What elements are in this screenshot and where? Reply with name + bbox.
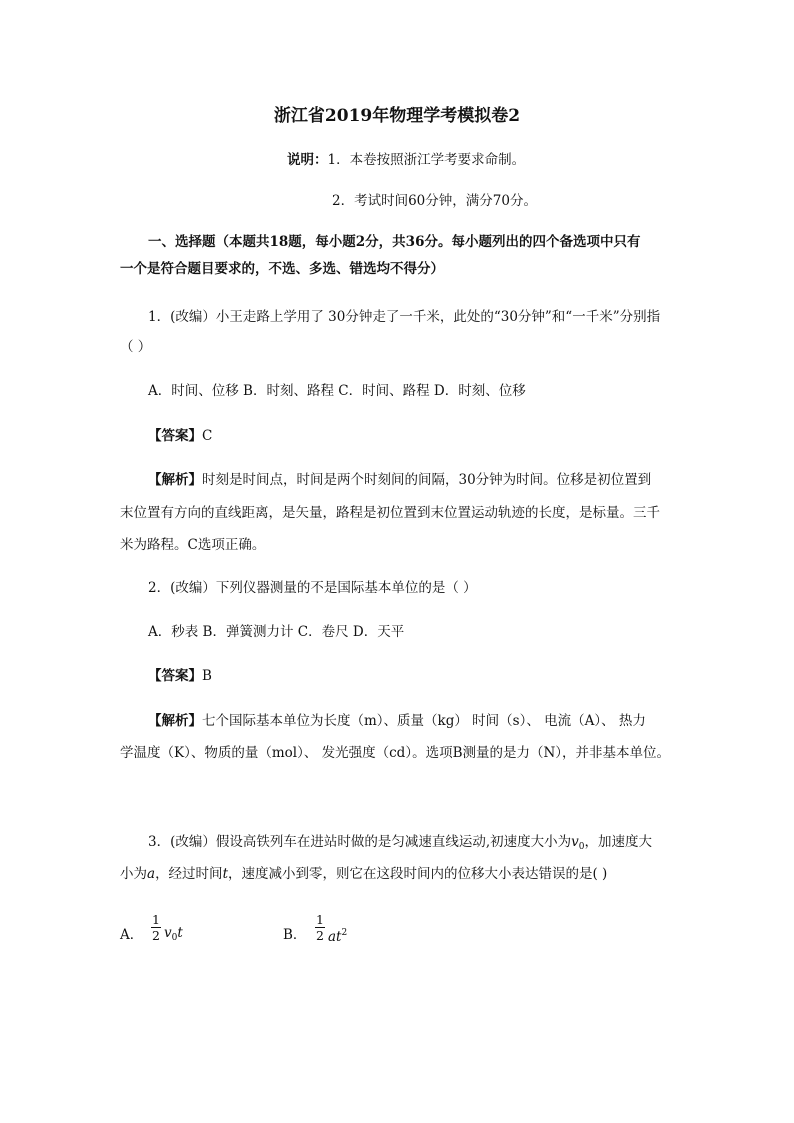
q2-options: A．秒表 B．弹簧测力计 C．卷尺 D．天平 — [148, 624, 405, 640]
notes-item-1: 说明：1．本卷按照浙江学考要求命制。 — [287, 152, 526, 168]
section-heading-line-1: 一、选择题（本题共18题，每小题2分，共36分。每小题列出的四个备选项中只有 — [148, 234, 641, 250]
q3-option-a-fraction: $\frac{1}{2}$ — [152, 912, 160, 943]
notes-item-2: 2．考试时间60分钟，满分70分。 — [332, 193, 537, 209]
q3-stem-line-2: 小为a，经过时间t，速度减小到零，则它在这段时间内的位移大小表达错误的是( ) — [120, 866, 608, 882]
page-title: 浙江省2019年物理学考模拟卷2 — [273, 106, 521, 126]
q3-stem-line-1: 3．(改编）假设高铁列车在进站时做的是匀减速直线运动,初速度大小为$v_0$，加速度大 — [148, 834, 653, 852]
q1-analysis-line-3: 米为路程。C选项正确。 — [120, 537, 266, 553]
q1-stem-line-1: 1．(改编）小王走路上学用了 30分钟走了一千米，此处的“30分钟”和“一千米”分别指 — [148, 309, 661, 325]
q1-answer: 【答案】C — [148, 428, 213, 444]
section-heading-line-2: 一个是符合题目要求的，不选、多选、错选均不得分） — [120, 261, 444, 277]
q3-option-b-expr: $at^2$ — [328, 928, 348, 945]
q3-option-b-label: B． — [283, 927, 307, 943]
q1-analysis-line-2: 末位置有方向的直线距离，是矢量，路程是初位置到末位置运动轨迹的长度，是标量。三千 — [120, 505, 660, 521]
q2-analysis-line-2: 学温度（K）、物质的量（mol）、 发光强度（cd）。选项B测量的是力（N），并非基本单位。 — [120, 745, 671, 761]
q1-analysis-line-1: 【解析】时刻是时间点，时间是两个时刻间的间隔，30分钟为时间。位移是初位置到 — [148, 472, 652, 488]
q3-option-b-fraction: $\frac{1}{2}$ — [316, 912, 324, 943]
notes-label: 说明： — [287, 152, 328, 168]
q2-answer: 【答案】B — [148, 668, 212, 684]
q3-option-a-label: A． — [120, 927, 144, 943]
q3-option-a-expr: $v_0t$ — [164, 925, 183, 943]
q2-stem: 2．(改编）下列仪器测量的不是国际基本单位的是（ ） — [148, 580, 477, 596]
q1-options: A．时间、位移 B．时刻、路程 C．时间、路程 D．时刻、位移 — [148, 383, 526, 399]
q2-analysis-line-1: 【解析】七个国际基本单位为长度（m）、质量（kg） 时间（s）、 电流（A）、 热力 — [148, 713, 646, 729]
q1-stem-line-2: （ ） — [120, 339, 152, 355]
